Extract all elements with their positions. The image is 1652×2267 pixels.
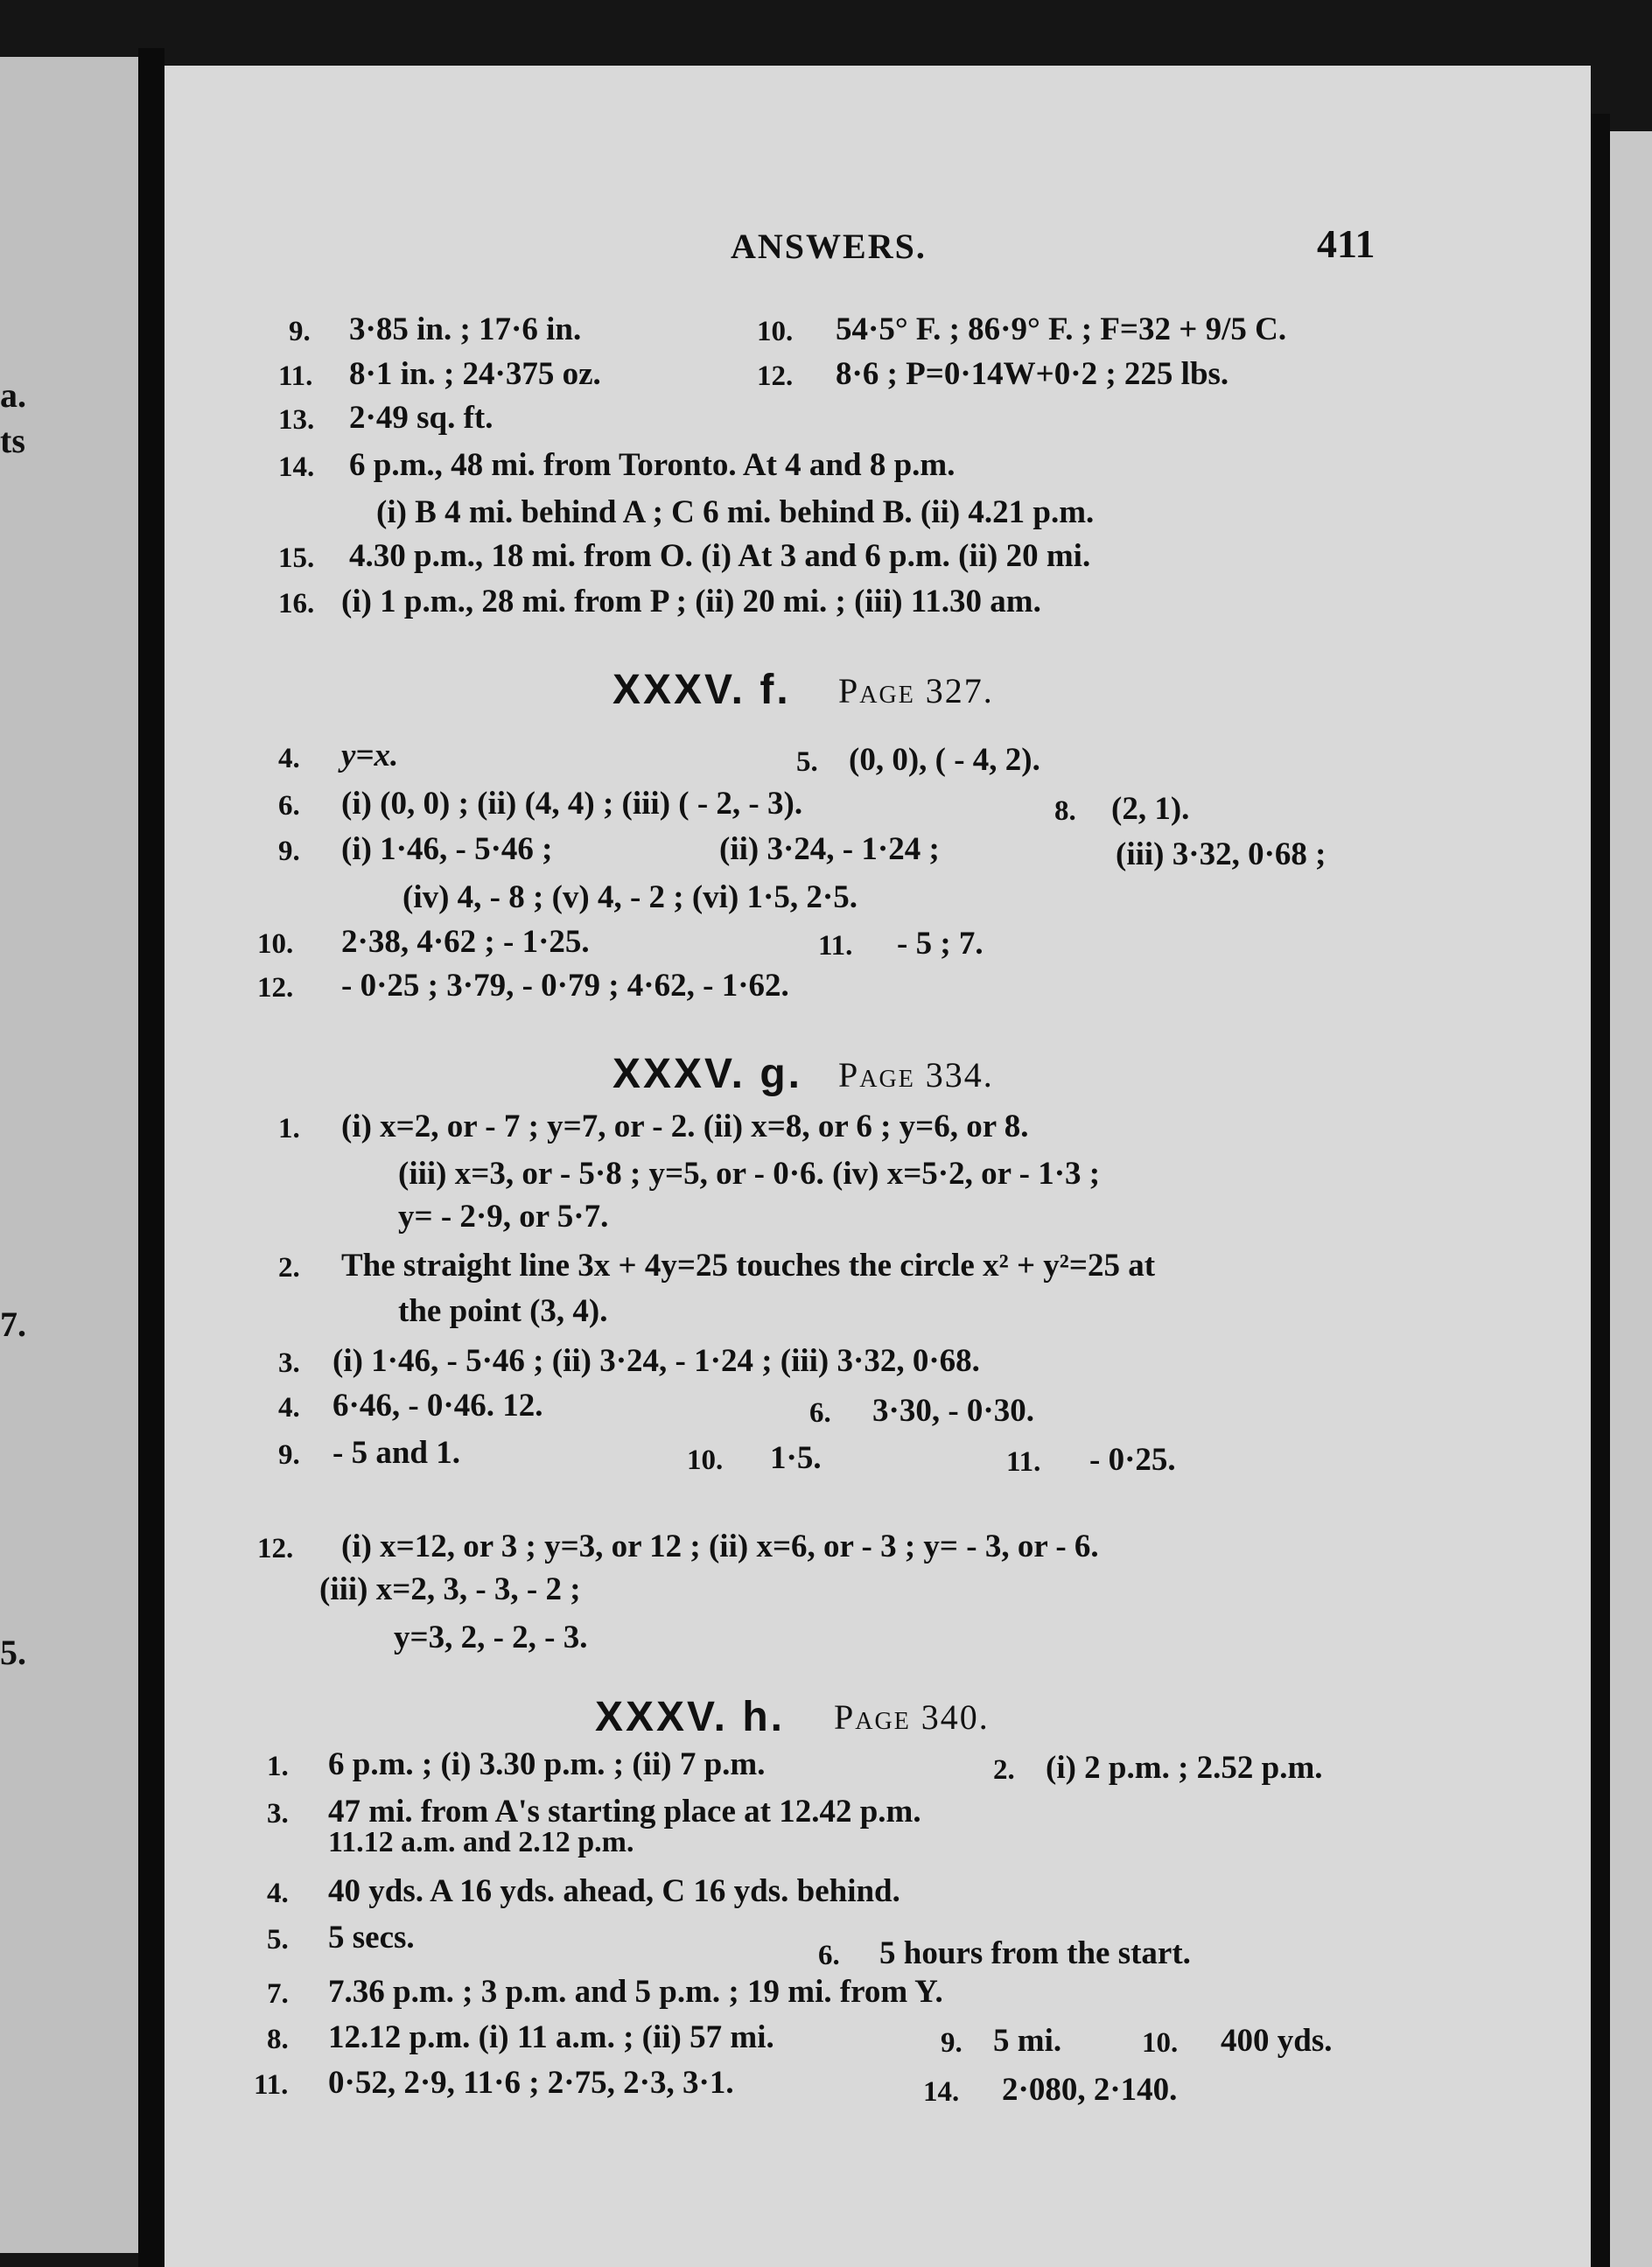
answer-number: 2. bbox=[278, 1252, 300, 1284]
answer-text: 2·49 sq. ft. bbox=[349, 400, 494, 436]
answer-number: 6. bbox=[809, 1397, 831, 1429]
answer-number: 1. bbox=[278, 1113, 300, 1144]
answer-number: 16. bbox=[278, 588, 315, 619]
answer-text: 5 hours from the start. bbox=[879, 1935, 1191, 1971]
running-header: ANSWERS. bbox=[731, 227, 927, 266]
answer-number: 14. bbox=[923, 2076, 960, 2108]
answer-number: 11. bbox=[278, 360, 313, 392]
answer-number: 10. bbox=[757, 316, 794, 347]
answer-text: 400 yds. bbox=[1221, 2023, 1333, 2059]
answer-text: - 0·25. bbox=[1089, 1442, 1176, 1478]
book-page bbox=[164, 66, 1591, 2267]
answer-text: (iii) x=2, 3, - 3, - 2 ; bbox=[319, 1571, 581, 1607]
answer-text: The straight line 3x + 4y=25 touches the circle x² + y²=25 at bbox=[341, 1248, 1156, 1284]
answer-text: 54·5° F. ; 86·9° F. ; F=32 + 9/5 C. bbox=[836, 311, 1287, 347]
answer-text: 2·080, 2·140. bbox=[1002, 2072, 1178, 2108]
answer-text: - 5 ; 7. bbox=[897, 926, 984, 962]
answer-text: 4.30 p.m., 18 mi. from O. (i) At 3 and 6 p.m. (ii) 20 mi. bbox=[349, 538, 1091, 574]
answer-number: 11. bbox=[254, 2069, 289, 2101]
answer-text: 6 p.m. ; (i) 3.30 p.m. ; (ii) 7 p.m. bbox=[328, 1746, 766, 1782]
left-page-margin bbox=[0, 57, 138, 2253]
answer-number: 9. bbox=[289, 316, 311, 347]
left-page-fragment: a. bbox=[0, 375, 26, 415]
section-title: XXXV. f. bbox=[612, 667, 791, 713]
answer-number: 9. bbox=[278, 1439, 300, 1471]
answer-number: 2. bbox=[993, 1754, 1015, 1786]
answer-text: 6 p.m., 48 mi. from Toronto. At 4 and 8 p.m. bbox=[349, 447, 956, 483]
answer-text: 6·46, - 0·46. 12. bbox=[332, 1388, 543, 1424]
answer-number: 11. bbox=[1006, 1446, 1041, 1478]
answer-text: (i) 1 p.m., 28 mi. from P ; (ii) 20 mi. ; (iii) 11.30 am. bbox=[341, 584, 1041, 619]
answer-number: 9. bbox=[278, 836, 300, 867]
answer-text: (i) x=12, or 3 ; y=3, or 12 ; (ii) x=6, or - 3 ; y= - 3, or - 6. bbox=[341, 1529, 1099, 1564]
page-edge bbox=[1610, 131, 1652, 2267]
answer-text: (i) (0, 0) ; (ii) (4, 4) ; (iii) ( - 2, - 3). bbox=[341, 786, 803, 822]
answer-text: (iii) x=3, or - 5·8 ; y=5, or - 0·6. (iv) x=5·2, or - 1·3 ; bbox=[398, 1156, 1101, 1192]
answer-number: 4. bbox=[267, 1878, 289, 1909]
answer-number: 4. bbox=[278, 1392, 300, 1424]
answer-text: 11.12 a.m. and 2.12 p.m. bbox=[328, 1826, 634, 1858]
left-page-fragment: 5. bbox=[0, 1633, 26, 1672]
answer-text: 8·1 in. ; 24·375 oz. bbox=[349, 356, 601, 392]
answer-number: 8. bbox=[1054, 795, 1076, 827]
answer-number: 14. bbox=[278, 451, 315, 483]
answer-text: 7.36 p.m. ; 3 p.m. and 5 p.m. ; 19 mi. from Y. bbox=[328, 1974, 943, 2010]
answer-text: 5 mi. bbox=[993, 2023, 1062, 2059]
answer-text: y= - 2·9, or 5·7. bbox=[398, 1199, 609, 1235]
answer-number: 5. bbox=[796, 746, 818, 778]
answer-text: (ii) 3·24, - 1·24 ; bbox=[719, 831, 940, 867]
answer-text: (i) 1·46, - 5·46 ; (ii) 3·24, - 1·24 ; (iii) 3·32, 0·68. bbox=[332, 1343, 980, 1379]
answer-number: 7. bbox=[267, 1978, 289, 2010]
answer-text: - 5 and 1. bbox=[332, 1435, 460, 1471]
answer-number: 8. bbox=[267, 2024, 289, 2055]
answer-number: 10. bbox=[257, 928, 294, 960]
answer-text: (i) 2 p.m. ; 2.52 p.m. bbox=[1046, 1750, 1323, 1786]
answer-text: (2, 1). bbox=[1111, 791, 1190, 827]
answer-text: - 0·25 ; 3·79, - 0·79 ; 4·62, - 1·62. bbox=[341, 968, 789, 1004]
answer-number: 3. bbox=[278, 1347, 300, 1379]
section-page-ref: Page 334. bbox=[838, 1055, 994, 1095]
book-gutter bbox=[138, 48, 164, 2267]
answer-text: (iv) 4, - 8 ; (v) 4, - 2 ; (vi) 1·5, 2·5. bbox=[402, 879, 858, 915]
left-page-fragment: 7. bbox=[0, 1305, 26, 1344]
answer-number: 6. bbox=[818, 1940, 840, 1971]
answer-number: 10. bbox=[1142, 2027, 1179, 2059]
answer-text: (i) x=2, or - 7 ; y=7, or - 2. (ii) x=8, or 6 ; y=6, or 8. bbox=[341, 1109, 1029, 1144]
page-number: 411 bbox=[1317, 221, 1376, 266]
answer-text: 3·30, - 0·30. bbox=[872, 1393, 1034, 1429]
answer-number: 12. bbox=[757, 360, 794, 392]
answer-text: 40 yds. A 16 yds. ahead, C 16 yds. behind. bbox=[328, 1873, 900, 1909]
section-title: XXXV. g. bbox=[612, 1051, 802, 1097]
answer-number: 1. bbox=[267, 1751, 289, 1782]
answer-number: 9. bbox=[941, 2027, 962, 2059]
answer-text: (iii) 3·32, 0·68 ; bbox=[1116, 836, 1326, 872]
answer-number: 11. bbox=[818, 930, 853, 962]
answer-number: 3. bbox=[267, 1798, 289, 1830]
answer-number: 5. bbox=[267, 1924, 289, 1956]
answer-number: 6. bbox=[278, 790, 300, 822]
answer-text: y=3, 2, - 2, - 3. bbox=[394, 1620, 588, 1655]
answer-text: 0·52, 2·9, 11·6 ; 2·75, 2·3, 3·1. bbox=[328, 2065, 734, 2101]
answer-number: 12. bbox=[257, 972, 294, 1004]
answer-number: 12. bbox=[257, 1533, 294, 1564]
answer-number: 13. bbox=[278, 404, 315, 436]
answer-text: 2·38, 4·62 ; - 1·25. bbox=[341, 924, 590, 960]
answer-text: 12.12 p.m. (i) 11 a.m. ; (ii) 57 mi. bbox=[328, 2019, 774, 2055]
left-page-fragment: ts bbox=[0, 421, 25, 460]
answer-text: y=x. bbox=[341, 738, 399, 773]
answer-text: (i) B 4 mi. behind A ; C 6 mi. behind B. (ii) 4.21 p.m. bbox=[376, 494, 1095, 530]
answer-text: 1·5. bbox=[770, 1440, 822, 1476]
answer-number: 10. bbox=[687, 1445, 724, 1476]
answer-number: 15. bbox=[278, 542, 315, 574]
answer-text: 47 mi. from A's starting place at 12.42 p.m. bbox=[328, 1794, 921, 1830]
answer-text: (i) 1·46, - 5·46 ; bbox=[341, 831, 553, 867]
answer-text: (0, 0), ( - 4, 2). bbox=[849, 742, 1040, 778]
answer-text: 3·85 in. ; 17·6 in. bbox=[349, 311, 582, 347]
section-page-ref: Page 327. bbox=[838, 671, 994, 710]
section-page-ref: Page 340. bbox=[834, 1697, 990, 1737]
answer-text: 5 secs. bbox=[328, 1920, 415, 1956]
page-edge-shadow bbox=[1591, 114, 1610, 2267]
answer-number: 4. bbox=[278, 743, 300, 774]
answer-text: the point (3, 4). bbox=[398, 1293, 608, 1329]
answer-text: 8·6 ; P=0·14W+0·2 ; 225 lbs. bbox=[836, 356, 1229, 392]
section-title: XXXV. h. bbox=[595, 1694, 785, 1740]
